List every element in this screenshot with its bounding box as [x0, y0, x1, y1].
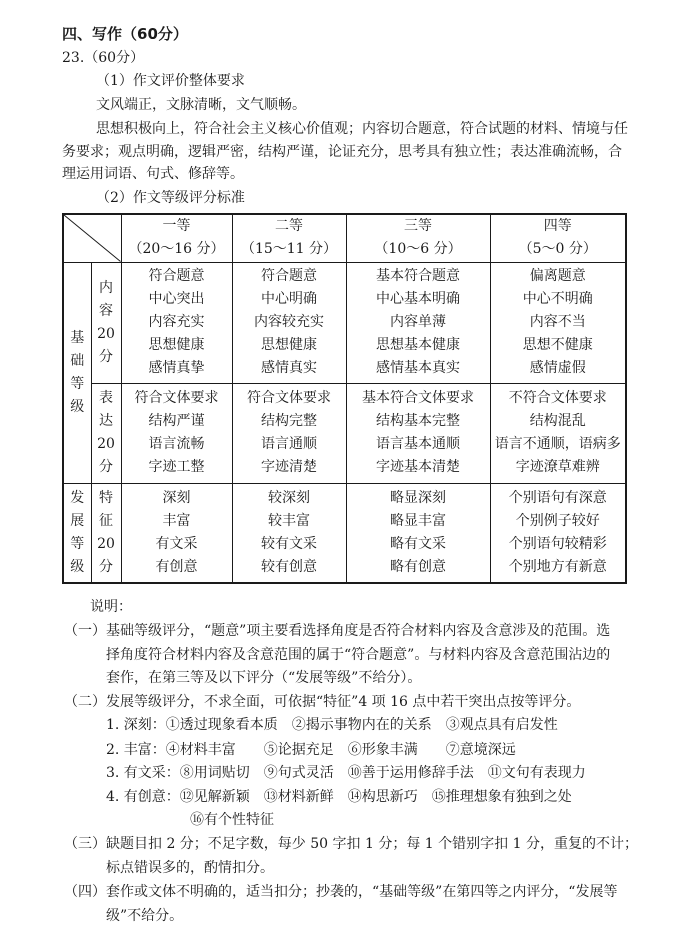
- note-3-line: （三）缺题目扣 2 分；不足字数，每少 50 字扣 1 分；每 1 个错别字扣 1 分，重复的不计；: [64, 836, 638, 852]
- cell-text-line: 深刻: [162, 489, 191, 506]
- cell-text-line: 略有创意: [390, 558, 446, 575]
- cell-text-line: 字迹基本清楚: [376, 459, 460, 475]
- question-number: 23.（60分）: [62, 50, 145, 66]
- table-cell: [232, 483, 346, 583]
- table-cell: [121, 262, 232, 383]
- group-dev-char: 展: [70, 512, 85, 529]
- cell-text-line: 较丰富: [268, 512, 310, 529]
- cell-text-line: 不符合文体要求: [508, 390, 607, 406]
- group-dev-char: 发: [70, 489, 85, 506]
- table-row-feature: [63, 483, 626, 583]
- table-cell: [346, 483, 490, 583]
- cell-text-line: 略显深刻: [390, 489, 446, 506]
- cell-text-line: 丰富: [162, 512, 191, 529]
- cell-text-line: 分: [99, 558, 113, 575]
- cell-text-line: 表: [99, 390, 113, 406]
- table-cell: [121, 483, 232, 583]
- cell-text-line: 内容单薄: [390, 314, 446, 330]
- grade-range: （10～6 分）: [374, 241, 462, 258]
- table-cell: [490, 262, 626, 383]
- cell-text-line: 内容充实: [148, 314, 205, 330]
- grade-name: 二等: [275, 218, 303, 235]
- table-cell: [346, 262, 490, 383]
- section-heading: 四、写作（60分）: [62, 25, 188, 43]
- cell-text-line: 中心基本明确: [376, 291, 460, 307]
- cell-text-line: 感情真实: [261, 360, 317, 376]
- part1-para-line: 务要求；观点明确，逻辑严密，结构严谨，论证充分，思考具有独立性；表达准确流畅，合: [62, 144, 622, 160]
- cell-text-line: 符合题意: [148, 268, 205, 284]
- cell-text-line: 感情虚假: [529, 360, 586, 376]
- group-basic-label: [63, 262, 91, 483]
- part2-title: （2）作文等级评分标准: [96, 190, 245, 206]
- cell-text-line: 语言基本通顺: [376, 436, 460, 452]
- grade-name: 三等: [404, 218, 432, 235]
- diagonal-header-cell: [63, 214, 121, 262]
- cell-text-line: 个别语句较精彩: [508, 535, 607, 552]
- table-cell: [490, 383, 626, 483]
- grade-range: （15～11 分）: [240, 241, 338, 258]
- cell-text-line: 分: [99, 459, 113, 475]
- cell-text-line: 内容较充实: [254, 314, 324, 330]
- criteria-item: 4. 有创意：⑫见解新颖 ⑬材料新鲜 ⑭构思新巧 ⑮推理想象有独到之处: [106, 789, 572, 805]
- cell-text-line: 结构混乱: [529, 413, 586, 429]
- cell-text-line: 20: [97, 436, 115, 452]
- grade-range: （5～0 分）: [518, 241, 597, 258]
- group-basic-char: 等: [70, 375, 85, 392]
- cell-text-line: 分: [99, 348, 113, 365]
- notes-title: 说明：: [90, 599, 132, 615]
- criteria-item: 1. 深刻：①透过现象看本质 ②揭示事物内在的关系 ③观点具有启发性: [106, 717, 558, 733]
- grading-table: [62, 213, 627, 584]
- table-cell: [232, 383, 346, 483]
- group-dev-char: 等: [70, 535, 85, 552]
- cell-text-line: 略有文采: [390, 535, 446, 552]
- criteria-item: 3. 有文采：⑧用词贴切 ⑨句式灵活 ⑩善于运用修辞手法 ⑪文句有表现力: [106, 765, 586, 781]
- cell-text-line: 思想不健康: [522, 337, 593, 353]
- cell-text-line: 征: [99, 512, 113, 529]
- cell-text-line: 语言流畅: [148, 436, 205, 452]
- cell-text-line: 内: [99, 279, 113, 296]
- note-1-line: （一）基础等级评分，“题意”项主要看选择角度是否符合材料内容及含意涉及的范围。选: [64, 623, 611, 639]
- cell-text-line: 中心突出: [148, 291, 205, 307]
- note-2-line: （二）发展等级评分，不求全面，可依据“特征”4 项 16 点中若干突出点按等评分。: [64, 694, 581, 710]
- grade-name: 一等: [162, 218, 191, 235]
- cell-text-line: 容: [99, 302, 113, 319]
- table-cell: [121, 383, 232, 483]
- cell-text-line: 个别语句有深意: [508, 489, 607, 506]
- cell-text-line: 思想基本健康: [376, 337, 460, 353]
- criteria-item: 2. 丰富：④材料丰富 ⑤论据充足 ⑥形象丰满 ⑦意境深远: [106, 742, 516, 758]
- group-dev-label: [63, 483, 91, 583]
- cell-text-line: 偏离题意: [529, 268, 586, 284]
- grade-header: [121, 214, 232, 262]
- cell-text-line: 字迹潦草难辨: [515, 459, 600, 475]
- cell-text-line: 个别地方有新意: [508, 558, 607, 575]
- cell-text-line: 基本符合文体要求: [362, 390, 474, 406]
- cell-text-line: 语言通顺: [261, 436, 317, 452]
- cell-text-line: 有文采: [155, 535, 198, 552]
- cell-text-line: 结构严谨: [148, 413, 205, 429]
- cell-text-line: 个别例子较好: [515, 512, 600, 529]
- grade-name: 四等: [543, 218, 572, 235]
- grade-header: [490, 214, 626, 262]
- note-1-line: 择角度符合材料内容及含意范围的属于“符合题意”。与材料内容及含意范围沾边的: [106, 647, 611, 663]
- cell-text-line: 感情基本真实: [376, 360, 460, 376]
- part1-title: （1）作文评价整体要求: [96, 73, 245, 89]
- note-3-line: 标点错误多的，酌情扣分。: [106, 860, 274, 876]
- part1-para-line: 思想积极向上，符合社会主义核心价值观；内容切合题意，符合试题的材料、情境与任: [96, 121, 628, 137]
- table-row-content: [63, 262, 626, 383]
- table-cell: [232, 262, 346, 383]
- cell-text-line: 基本符合题意: [376, 268, 460, 284]
- cell-text-line: 结构完整: [261, 413, 317, 429]
- group-basic-char: 基: [70, 329, 85, 346]
- cell-text-line: 字迹工整: [148, 459, 205, 475]
- cell-text-line: 中心不明确: [522, 291, 593, 307]
- table-cell: [490, 483, 626, 583]
- table-header-row: [63, 214, 626, 262]
- cell-text-line: 符合文体要求: [134, 390, 219, 406]
- cell-text-line: 思想健康: [261, 337, 317, 353]
- cell-text-line: 较有创意: [261, 558, 317, 575]
- cell-text-line: 较深刻: [268, 489, 310, 506]
- cell-text-line: 字迹清楚: [261, 459, 317, 475]
- cell-text-line: 符合文体要求: [247, 390, 331, 406]
- cell-text-line: 思想健康: [148, 337, 205, 353]
- grade-header: [346, 214, 490, 262]
- group-dev-char: 级: [70, 558, 85, 575]
- cell-text-line: 符合题意: [261, 268, 317, 284]
- cell-text-line: 有创意: [155, 558, 198, 575]
- group-basic-char: 础: [70, 352, 85, 369]
- cell-text-line: 中心明确: [261, 291, 317, 307]
- cell-text-line: 特: [99, 489, 113, 506]
- row-label-content: [91, 262, 121, 383]
- table-row-expression: [63, 383, 626, 483]
- grade-range: （20～16 分）: [128, 241, 225, 258]
- cell-text-line: 20: [97, 325, 115, 342]
- cell-text-line: 内容不当: [529, 314, 586, 330]
- part1-line1: 文风端正，文脉清晰，文气顺畅。: [96, 97, 306, 113]
- group-basic-char: 级: [70, 398, 85, 415]
- cell-text-line: 达: [99, 413, 113, 429]
- note-1-line: 套作，在第三等及以下评分（“发展等级”不给分）。: [106, 670, 422, 686]
- note-4-line: （四）套作或文体不明确的，适当扣分；抄袭的，“基础等级”在第四等之内评分，“发展等: [64, 884, 618, 900]
- table-cell: [346, 383, 490, 483]
- row-label-expression: [91, 383, 121, 483]
- grade-header: [232, 214, 346, 262]
- note-4-line: 级”不给分。: [106, 908, 184, 924]
- part1-para-line: 理运用词语、句式、修辞等。: [62, 166, 244, 182]
- cell-text-line: 感情真挚: [148, 360, 205, 376]
- row-label-feature: [91, 483, 121, 583]
- cell-text-line: 略显丰富: [390, 512, 446, 529]
- cell-text-line: 20: [97, 535, 115, 552]
- cell-text-line: 语言不通顺，语病多: [494, 436, 621, 452]
- cell-text-line: 结构基本完整: [376, 413, 460, 429]
- cell-text-line: 较有文采: [261, 535, 317, 552]
- criteria-item: ⑯有个性特征: [190, 812, 274, 828]
